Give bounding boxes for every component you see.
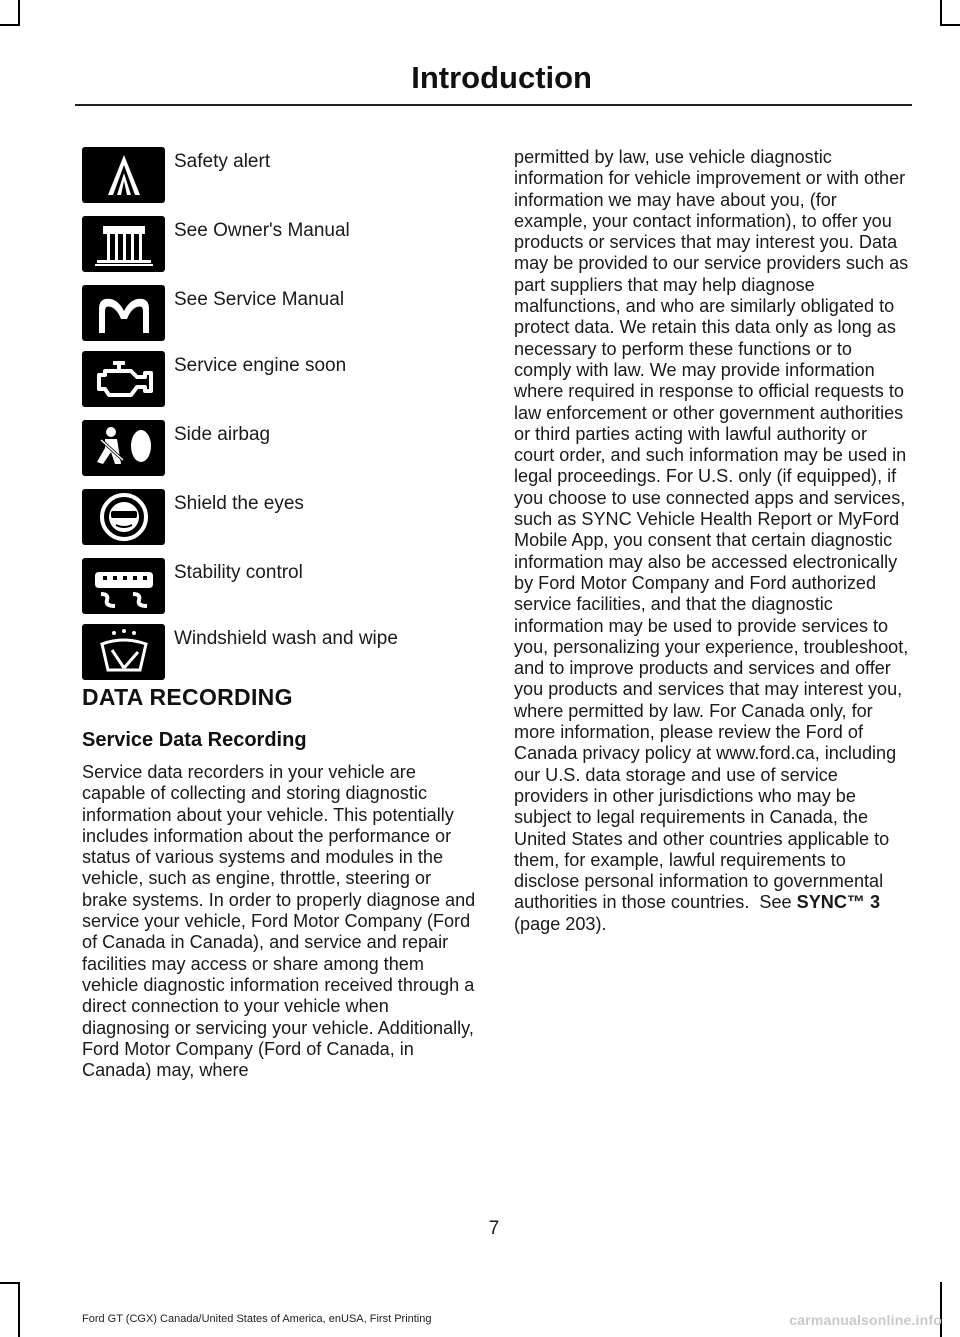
body-paragraph-continued bbox=[514, 147, 909, 935]
see-prefix: See bbox=[759, 892, 792, 913]
symbol-label: Windshield wash and wipe bbox=[174, 628, 398, 649]
stability-control-icon bbox=[82, 558, 165, 614]
paragraph-text: permitted by law, use vehicle diagnostic information for vehicle improvement or with other information we may have about you, (for example, your contact information), to offer you products or services that may interest you. Data may be provided to our service providers such as part suppliers that may help diagnose malfunctions, and who are similarly obligated to protect data. We retain this data only as long as necessary to perform these functions or to comply with law. We may provide information where required in response to official requests to law enforcement or other government authorities or third parties acting with lawful authority or court order, and such information may be used in legal proceedings. For U.S. only (if equipped), if you choose to use connected apps and services, such as SYNC Vehicle Health Report or MyFord Mobile App, you consent that certain diagnostic information may also be accessed electronically by Ford Motor Company and Ford authorized service facilities, and that the diagnostic information may be used to provide services to you, personalizing your experience, troubleshoot, and to improve products and services and offer you products and services that may interest you, where permitted by law. For Canada only, for more information, please review the Ford of Canada privacy policy at www.ford.ca, including our U.S. data storage and use of service providers in other jurisdictions who may be subject to legal requirements in Canada, the United States and other countries applicable to them, for example, lawful requirements to disclose personal information to governmental authorities in those countries. bbox=[514, 147, 909, 913]
cross-reference-link[interactable]: SYNC™ 3 bbox=[796, 892, 881, 913]
crop-mark bbox=[940, 1282, 942, 1337]
page-number: 7 bbox=[488, 1218, 500, 1239]
symbol-label: See Service Manual bbox=[174, 289, 345, 310]
shield-eyes-icon bbox=[82, 489, 165, 545]
side-airbag-icon bbox=[82, 420, 165, 476]
symbol-label: Service engine soon bbox=[174, 355, 347, 376]
crop-mark bbox=[18, 0, 20, 24]
service-manual-icon bbox=[82, 285, 165, 341]
symbol-label: Safety alert bbox=[174, 151, 271, 172]
crop-mark bbox=[940, 0, 942, 24]
crop-mark bbox=[18, 1282, 20, 1337]
safety-alert-icon bbox=[82, 147, 165, 203]
symbol-label: See Owner's Manual bbox=[174, 220, 350, 241]
body-paragraph: Service data recorders in your vehicle are capable of collecting and storing diagnostic information about your vehicle. This potentially includes information about the performance or status of various systems and modules in the vehicle, such as engine, throttle, steering or brake systems. In order to properly diagnose and service your vehicle, Ford Motor Company (Ford of Canada in Canada), and service and repair facilities may access or share among them vehicle diagnostic information received through a direct connection to your vehicle when diagnosing or servicing your vehicle. Additionally, Ford Motor Company (Ford of Canada, in Canada) may, where bbox=[82, 762, 476, 1081]
owners-manual-icon bbox=[82, 216, 165, 272]
symbol-label: Side airbag bbox=[174, 424, 271, 445]
header-divider bbox=[75, 104, 912, 106]
cross-reference-page: (page 203). bbox=[514, 913, 607, 934]
windshield-wipe-icon bbox=[82, 624, 165, 680]
right-column bbox=[514, 147, 909, 935]
footer-text: Ford GT (CGX) Canada/United States of America, enUSA, First Printing bbox=[82, 1313, 432, 1325]
subsection-title: Service Data Recording bbox=[82, 729, 307, 751]
watermark: carmanualsonline.info bbox=[789, 1312, 942, 1328]
engine-icon bbox=[82, 351, 165, 407]
crop-mark bbox=[940, 24, 960, 26]
section-title: DATA RECORDING bbox=[82, 684, 293, 710]
symbol-label: Shield the eyes bbox=[174, 493, 304, 514]
left-column bbox=[82, 684, 477, 1081]
page-title: Introduction bbox=[411, 60, 592, 95]
crop-mark bbox=[0, 1282, 18, 1284]
crop-mark bbox=[0, 24, 20, 26]
symbol-label: Stability control bbox=[174, 562, 303, 583]
